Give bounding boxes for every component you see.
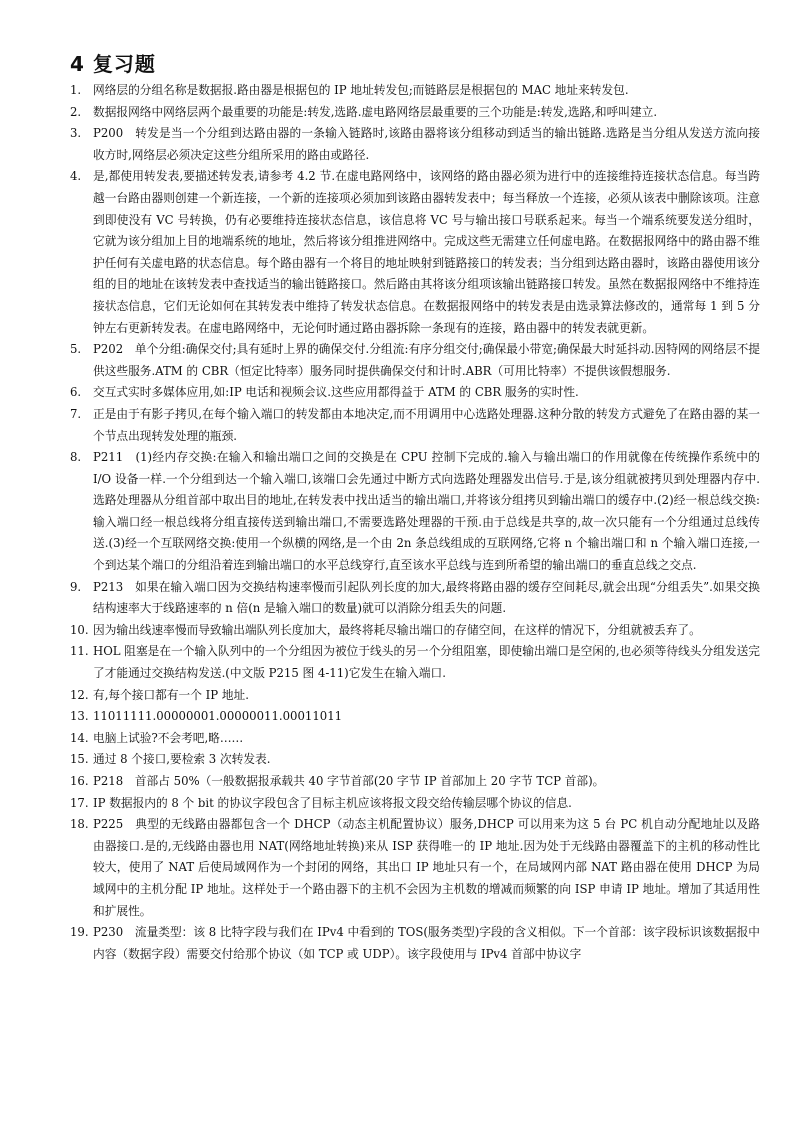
answer-item — [70, 728, 760, 750]
answer-item — [70, 577, 760, 620]
answer-item — [70, 123, 760, 166]
answer-text: IP 数据报内的 8 个 bit 的协议字段包含了目标主机应该将报文段交给传输层哪个协议的信息. — [93, 795, 572, 810]
answer-item — [70, 404, 760, 447]
answer-number: 18. — [70, 817, 89, 832]
answer-text: 有,每个接口都有一个 IP 地址. — [93, 687, 249, 702]
answer-text: P211 (1)经内存交换:在输入和输出端口之间的交换是在 CPU 控制下完成的.输入与输出端口的作用就像在传统操作系统中的 I/O 设备一样.一个分组到达一个输入端口,该端口会先通过中断方式向选路处理器发出信号.于是,该分组就被拷贝到处理器内存中.选路处理器从分组首部中取出目的地址,在转发表中找出适当的输出端口,并将该分组拷贝到输出端口的缓存中.(2)经一根总线交换:输入端口经一根总线将分组直接传送到输出端口,不需要选路处理器的干预.由于总线是共享的,故一次只能有一个分组通过总线传送.(3)经一个互联网络交换:使用一个纵横的网络,是一个由 2n 条总线组成的互联网络,它将 n 个输出端口和 n 个输入端口连接,一个到达某个端口的分组沿着连到输出端口的水平总线穿行,直至该水平总线与连到所希望的输出端口的垂直总线之交点. — [93, 450, 760, 573]
answer-text: P202 单个分组:确保交付;具有延时上界的确保交付.分组流:有序分组交付;确保最小带宽;确保最大时延抖动.因特网的网络层不提供这些服务.ATM 的 CBR（恒定比特率）服务同时提供确保交付和计时.ABR（可用比特率）不提供该假想服务. — [93, 342, 760, 378]
answer-text: P213 如果在输入端口因为交换结构速率慢而引起队列长度的加大,最终将路由器的缓存空间耗尽,就会出现“分组丢失”.如果交换结构速率大于线路速率的 n 倍(n 是输入端口的数量)就可以消除分组丢失的问题. — [93, 579, 760, 616]
answer-text: 11011111.00000001.00000011.00011011 — [93, 709, 343, 724]
answer-number: 14. — [70, 730, 89, 745]
answer-text: 电脑上试验?不会考吧,略…… — [93, 730, 244, 745]
answer-number: 4. — [70, 169, 82, 184]
answer-item — [70, 641, 760, 684]
section-title: 4 复习题 — [70, 52, 156, 76]
answer-list — [70, 80, 760, 965]
answer-text: 交互式实时多媒体应用,如:IP 电话和视频会议.这些应用都得益于 ATM 的 CBR 服务的实时性. — [93, 385, 579, 400]
answer-text: 正是由于有影子拷贝,在每个输入端口的转发都由本地决定,而不用调用中心选路处理器.这种分散的转发方式避免了在路由器的某一个节点出现转发处理的瓶颈. — [93, 406, 760, 443]
answer-number: 3. — [70, 126, 82, 141]
answer-text: 网络层的分组名称是数据报.路由器是根据包的 IP 地址转发包;而链路层是根据包的 MAC 地址来转发包. — [93, 83, 629, 97]
answer-item — [70, 706, 760, 728]
answer-item — [70, 685, 760, 707]
answer-text: P218 首部占 50%（一般数据报承载共 40 字节首部(20 字节 IP 首部加上 20 字节 TCP 首部)。 — [93, 774, 605, 788]
answer-text: 因为输出线速率慢而导致输出端队列长度加大，最终将耗尽输出端口的存储空间，在这样的情况下，分组就被丢弃了。 — [93, 622, 701, 637]
answer-item — [70, 339, 760, 382]
answer-number: 10. — [70, 622, 89, 637]
answer-number: 1. — [70, 83, 82, 97]
answer-item — [70, 814, 760, 922]
answer-text: P230 流量类型：该 8 比特字段与我们在 IPv4 中看到的 TOS(服务类型)字段的含义相似。下一个首部：该字段标识该数据报中内容（数据字段）需要交付给那个协议（如 TCP 或 UDP）。该字段使用与 IPv4 首部中协议字 — [93, 925, 760, 961]
answer-number: 9. — [70, 579, 82, 594]
answer-number: 11. — [70, 644, 89, 659]
answer-number: 7. — [70, 406, 82, 421]
answer-number: 17. — [70, 795, 89, 810]
answer-number: 8. — [70, 450, 82, 465]
answer-item — [70, 102, 760, 124]
answer-item — [70, 922, 760, 965]
answer-number: 6. — [70, 385, 82, 400]
answer-number: 15. — [70, 752, 89, 767]
answer-number: 16. — [70, 774, 89, 788]
answer-number: 12. — [70, 687, 89, 702]
answer-number: 5. — [70, 342, 82, 357]
answer-item — [70, 749, 760, 771]
answer-text: HOL 阻塞是在一个输入队列中的一个分组因为被位于线头的另一个分组阻塞，即使输出端口是空闲的,也必须等待线头分组发送完了才能通过交换结构发送.(中文版 P215 图 4-11)它发生在输入端口. — [93, 644, 760, 681]
answer-text: 通过 8 个接口,要检索 3 次转发表. — [93, 752, 271, 767]
answer-number: 13. — [70, 709, 89, 724]
answer-item — [70, 771, 760, 793]
answer-item — [70, 793, 760, 815]
answer-item — [70, 166, 760, 339]
answer-item — [70, 382, 760, 404]
answer-text: P200 转发是当一个分组到达路由器的一条输入链路时,该路由器将该分组移动到适当的输出链路.选路是当分组从发送方流向接收方时,网络层必须决定这些分组所采用的路由或路径. — [93, 126, 760, 162]
answer-item — [70, 447, 760, 577]
answer-item — [70, 620, 760, 642]
answer-item — [70, 80, 760, 102]
answer-text: P225 典型的无线路由器都包含一个 DHCP（动态主机配置协议）服务,DHCP 可以用来为这 5 台 PC 机自动分配地址以及路由器接口.是的,无线路由器也用 NAT(网络地址转换)来从 ISP 获得唯一的 IP 地址.因为处于无线路由器覆盖下的主机的移动性比较大，使用了 NAT 后使局域网作为一个封闭的网络，其出口 IP 地址只有一个，在局域网内部 NAT 路由器在使用 DHCP 为局域网中的主机分配 IP 地址。这样处于一个路由器下的主机不会因为主机数的增减而频繁的向 ISP 申请 IP 地址。增加了其适用性和扩展性。 — [93, 817, 760, 918]
answer-number: 19. — [70, 925, 89, 940]
answer-text: 是,都使用转发表,要描述转发表,请参考 4.2 节.在虚电路网络中，该网络的路由器必须为进行中的连接维持连接状态信息。每当跨越一台路由器则创建一个新连接，一个新的连接项必须加到该路由器转发表中；每当释放一个连接，必须从该表中删除该项。注意到即使没有 VC 号转换，仍有必要维持连接状态信息，该信息将 VC 号与输出接口号联系起来。每当一个端系统要发送分组时，它就为该分组加上目的地端系统的地址，然后将该分组推进网络中。完成这些无需建立任何虚电路。在数据报网络中的路由器不维护任何有关虚电路的状态信息。每个路由器有一个将目的地址映射到链路接口的转发表；当分组到达路由器时，该路由器使用该分组的目的地址在该转发表中查找适当的输出链路接口。然后路由其将该分组项该输出链路接口转发。虽然在数据报网络中不维持连接状态信息，它们无论如何在其转发表中维持了转发状态信息。在数据报网络中的转发表是由选录算法修改的，通常每 1 到 5 分钟左右更新转发表。在虚电路网络中，无论何时通过路由器拆除一条现有的连接，路由器中的转发表就更新。 — [93, 169, 760, 335]
answer-text: 数据报网络中网络层两个最重要的功能是:转发,选路.虚电路网络层最重要的三个功能是:转发,选路,和呼叫建立. — [93, 104, 658, 119]
answer-number: 2. — [70, 104, 82, 119]
